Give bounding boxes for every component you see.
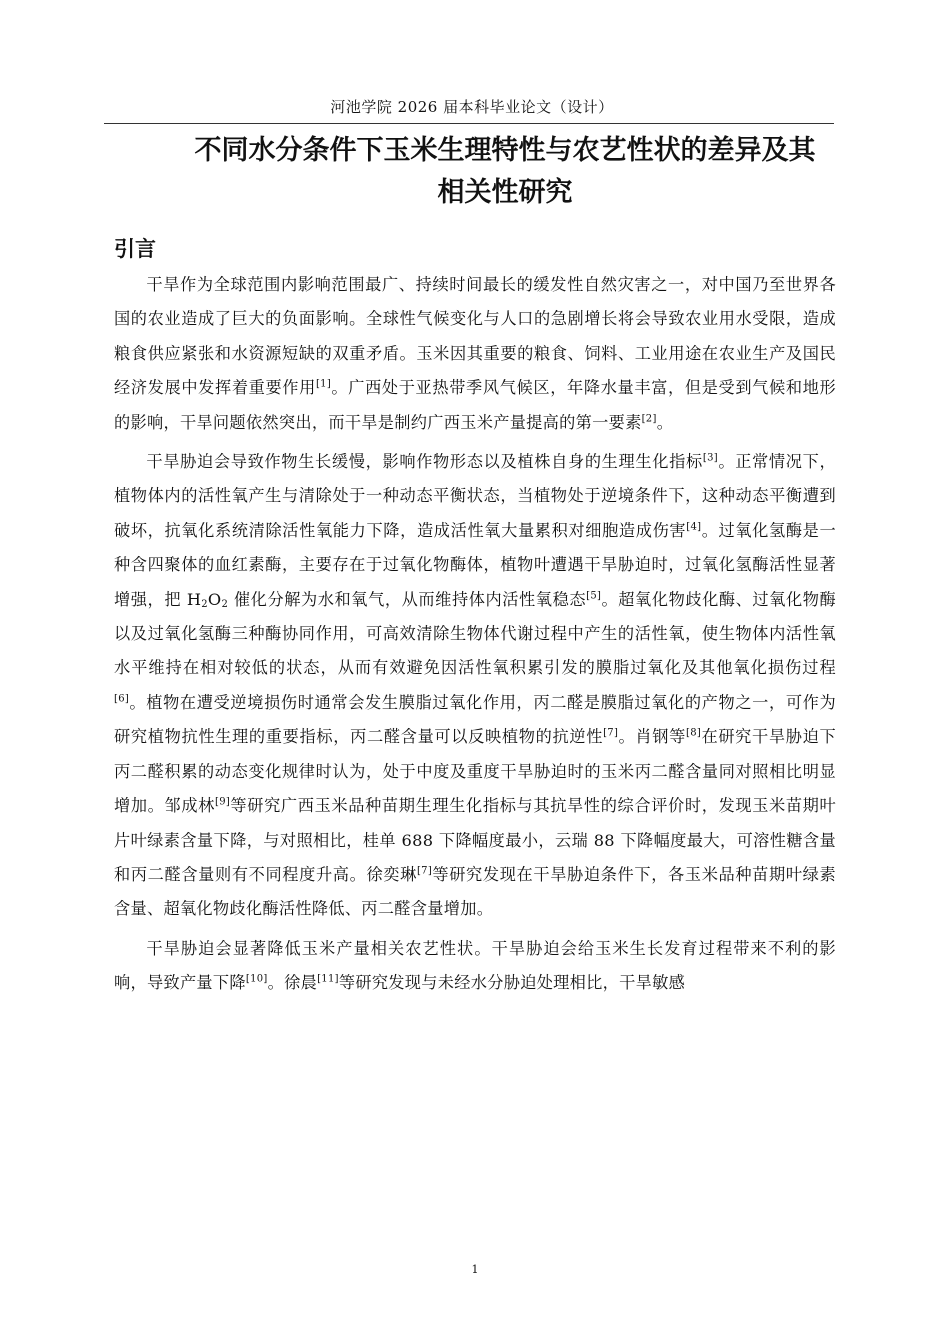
text-run: 。 (656, 412, 674, 432)
text-run: 。过氧化氢酶是一种含四聚体的血红素酶，主要存在于过氧化物酶体，植物叶遭遇干旱胁迫时，过氧化氢酶活性显著增强，把 H (114, 520, 836, 609)
section-heading: 引言 (114, 237, 156, 261)
text-run: 干旱作为全球范围内影响范围最广、持续时间最长的缓发性自然灾害之一，对中国乃至世界各国的农业造成了巨大的负面影响。全球性气候变化与人口的急剧增长将会导致农业用水受限，造成粮食供应紧张和水资源短缺的双重矛盾。玉米因其重要的粮食、饲料、工业用途在农业生产及国民经济发展中发挥着重要作用 (114, 275, 836, 398)
text-run: 在研究干旱胁迫下丙二醛积累的动态变化规律时认为，处于中度及重度干旱胁迫时的玉米丙二醛含量同对照相比明显增加。邹成林 (114, 727, 836, 816)
text-run: 。植物在遭受逆境损伤时通常会发生膜脂过氧化作用，丙二醛是膜脂过氧化的产物之一，可作为研究植物抗性生理的重要指标，丙二醛含量可以反映植物的抗逆性 (114, 692, 836, 747)
text-run: 。广西处于亚热带季风气候区，年降水量丰富，但是受到气候和地形的影响，干旱问题依然突出，而干旱是制约广西玉米产量提高的第一要素 (114, 378, 836, 432)
citation-ref: [9] (215, 796, 231, 808)
text-run: 。正常情况下，植物体内的活性氧产生与清除处于一种动态平衡状态，当植物处于逆境条件下，这种动态平衡遭到破坏，抗氧化系统清除活性氧能力下降，造成活性氧大量累积对细胞造成伤害 (114, 452, 836, 540)
running-header: 河池学院 2026 届本科毕业论文（设计） (330, 98, 614, 116)
citation-ref: [11] (317, 973, 339, 985)
page-number: 1 (471, 1263, 479, 1276)
citation-ref: [3] (702, 452, 718, 464)
text-run: 等研究广西玉米品种苗期生理生化指标与其抗旱性的综合评价时，发现玉米苗期叶片叶绿素含量下降，与对照相比，桂单 688 下降幅度最小，云瑞 88 下降幅度最大，可溶性糖含量和丙二醛含量则有不同程度升高。徐奕琳 (114, 796, 836, 884)
paragraph-1 (114, 268, 836, 440)
citation-ref: [5] (586, 590, 602, 602)
text-run: 等研究发现在干旱胁迫条件下，各玉米品种苗期叶绿素含量、超氧化物歧化酶活性降低、丙二醛含量增加。 (114, 864, 836, 919)
text-run: 。肖钢等 (618, 727, 686, 747)
citation-ref: [10] (245, 973, 268, 985)
subscript: 2 (201, 598, 208, 610)
citation-ref: [6] (114, 693, 130, 705)
text-run: 催化分解为水和氧气，从而维持体内活性氧稳态 (228, 589, 587, 609)
citation-ref: [7] (416, 865, 433, 877)
text-run: 干旱胁迫会显著降低玉米产量相关农艺性状。干旱胁迫会给玉米生长发育过程带来不利的影响，导致产量下降 (114, 938, 836, 993)
paper-title-line2: 相关性研究 (437, 177, 573, 208)
paper-title-line1: 不同水分条件下玉米生理特性与农艺性状的差异及其 (194, 135, 816, 166)
text-run: 。超氧化物歧化酶、过氧化物酶以及过氧化氢酶三种酶协同作用，可高效清除生物体代谢过程中产生的活性氧，使生物体内活性氧水平维持在相对较低的状态，从而有效避免因活性氧积累引发的膜脂过氧化及其他氧化损伤过程 (114, 589, 837, 678)
text-run: 。徐晨 (267, 973, 318, 993)
header-rule (104, 123, 834, 124)
text-run: 干旱胁迫会导致作物生长缓慢，影响作物形态以及植株自身的生理生化指标 (146, 452, 703, 472)
citation-ref: [8] (686, 727, 702, 739)
citation-ref: [7] (603, 727, 619, 739)
body-text (114, 268, 836, 1006)
text-run: 等研究发现与未经水分胁迫处理相比，干旱敏感 (338, 973, 686, 993)
paragraph-2 (114, 445, 836, 927)
citation-ref: [2] (641, 413, 657, 425)
citation-ref: [1] (315, 378, 332, 390)
paragraph-3 (114, 932, 836, 1001)
citation-ref: [4] (686, 521, 702, 533)
paper-title (160, 130, 850, 214)
subscript: 2 (221, 598, 229, 610)
text-run: O (207, 589, 222, 609)
